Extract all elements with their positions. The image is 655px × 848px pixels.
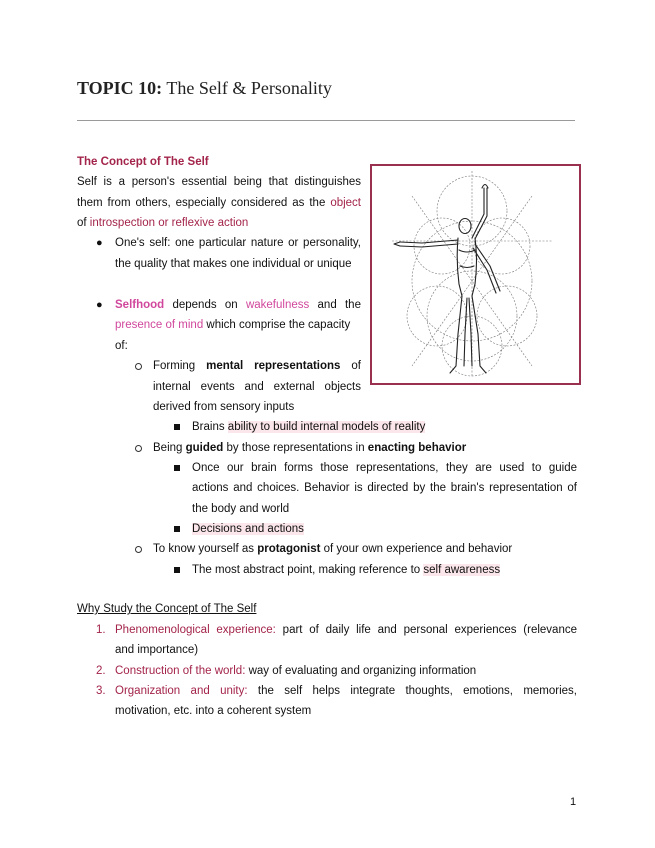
why-item-1-text: part of daily life and personal experiences (relevance (275, 624, 577, 636)
definition-line-1: Self is a person's essential being that distinguishes (77, 176, 361, 188)
sub-bullet-text: of (340, 360, 361, 372)
sub-sub-text: Brains (192, 421, 228, 433)
sub-bullet-2 (153, 438, 466, 458)
bullet-2-line-1 (115, 295, 361, 315)
protagonist-term: protagonist (257, 543, 321, 555)
bullet-text: which comprise the capacity (203, 319, 351, 331)
why-item-1-line-1 (115, 620, 577, 640)
bullet-text: depends on (164, 299, 246, 311)
why-item-2-line-1 (115, 661, 476, 681)
enacting-behavior-term: enacting behavior (367, 442, 467, 454)
sub-bullet-text: by those representations in (223, 442, 368, 454)
object-term: object (330, 197, 361, 209)
sub-sub-bullet-line-1: Once our brain forms those representations, they are used to guide (192, 462, 577, 474)
definition-text: them from others, especially considered as the (77, 197, 331, 209)
sub-sub-bullet-abstract (192, 560, 500, 580)
sub-bullet-text: To know yourself as (153, 543, 258, 555)
page-title (77, 78, 332, 99)
sub-bullet-1-line-1 (153, 356, 361, 376)
sub-bullet-text: Being (153, 442, 186, 454)
sub-bullet-1-line-3: derived from sensory inputs (153, 401, 295, 413)
topic-label: TOPIC 10: (77, 78, 163, 98)
sub-sub-text: The most abstract point, making reference to (192, 564, 424, 576)
definition-line-2 (77, 193, 361, 213)
square-bullet-icon (174, 465, 180, 471)
self-awareness-highlight: self awareness (423, 564, 501, 576)
page-number: 1 (570, 796, 577, 808)
circle-bullet-icon (135, 546, 142, 553)
sub-sub-bullet-line-3: the body and world (192, 503, 290, 515)
bullet-1-line-1: One's self: one particular nature or personality, (115, 237, 361, 249)
sub-bullet-3 (153, 539, 512, 559)
sub-bullet-text: Forming (153, 360, 207, 372)
bullet-text: and the (309, 299, 361, 311)
why-item-2-term: Construction of the world: (115, 665, 246, 677)
square-bullet-icon (174, 424, 180, 430)
selfhood-term: Selfhood (115, 299, 165, 311)
why-item-3-text: the self helps integrate thoughts, emotions, memories, (247, 685, 577, 697)
wakefulness-term: wakefulness (245, 299, 310, 311)
sub-sub-bullet-line-2: actions and choices. Behavior is directed by the brain's representation of (192, 482, 577, 494)
why-item-1-term: Phenomenological experience: (115, 624, 276, 636)
why-item-2-text: way of evaluating and organizing information (245, 665, 477, 677)
introspection-term: introspection or reflexive action (89, 217, 249, 229)
bullet-2-line-2 (115, 315, 350, 335)
why-item-3-number: 3. (96, 685, 106, 697)
bullet-icon: ● (96, 299, 103, 311)
vitruvian-figure-drawing (372, 166, 579, 383)
decisions-highlight: Decisions and actions (192, 523, 304, 535)
bullet-2-line-3: of: (115, 340, 128, 352)
circle-bullet-icon (135, 363, 142, 370)
bullet-1-line-2: the quality that makes one individual or unique (115, 258, 352, 270)
vitruvian-figure-icon (370, 164, 581, 385)
why-item-3-line-1 (115, 681, 577, 701)
square-bullet-icon (174, 526, 180, 532)
square-bullet-icon (174, 567, 180, 573)
internal-models-highlight: ability to build internal models of reality (227, 421, 426, 433)
why-item-2-number: 2. (96, 665, 106, 677)
why-item-3-term: Organization and unity: (115, 685, 248, 697)
guided-term: guided (185, 442, 224, 454)
sub-bullet-1-line-2: internal events and external objects (153, 381, 361, 393)
concept-heading: The Concept of The Self (77, 156, 209, 168)
sub-sub-bullet-brains (192, 417, 425, 437)
mental-representations-term: mental representations (206, 360, 341, 372)
definition-text: of (77, 217, 90, 229)
why-item-1-number: 1. (96, 624, 106, 636)
topic-title: The Self & Personality (166, 78, 332, 98)
circle-bullet-icon (135, 445, 142, 452)
definition-line-3 (77, 213, 248, 233)
bullet-icon: ● (96, 237, 103, 249)
why-heading: Why Study the Concept of The Self (77, 603, 257, 615)
sub-bullet-text: of your own experience and behavior (320, 543, 513, 555)
sub-sub-bullet-decisions (192, 519, 304, 539)
why-item-1-line-2: and importance) (115, 644, 199, 656)
title-divider (77, 120, 575, 121)
presence-of-mind-term: presence of mind (115, 319, 204, 331)
why-item-3-line-2: motivation, etc. into a coherent system (115, 705, 312, 717)
